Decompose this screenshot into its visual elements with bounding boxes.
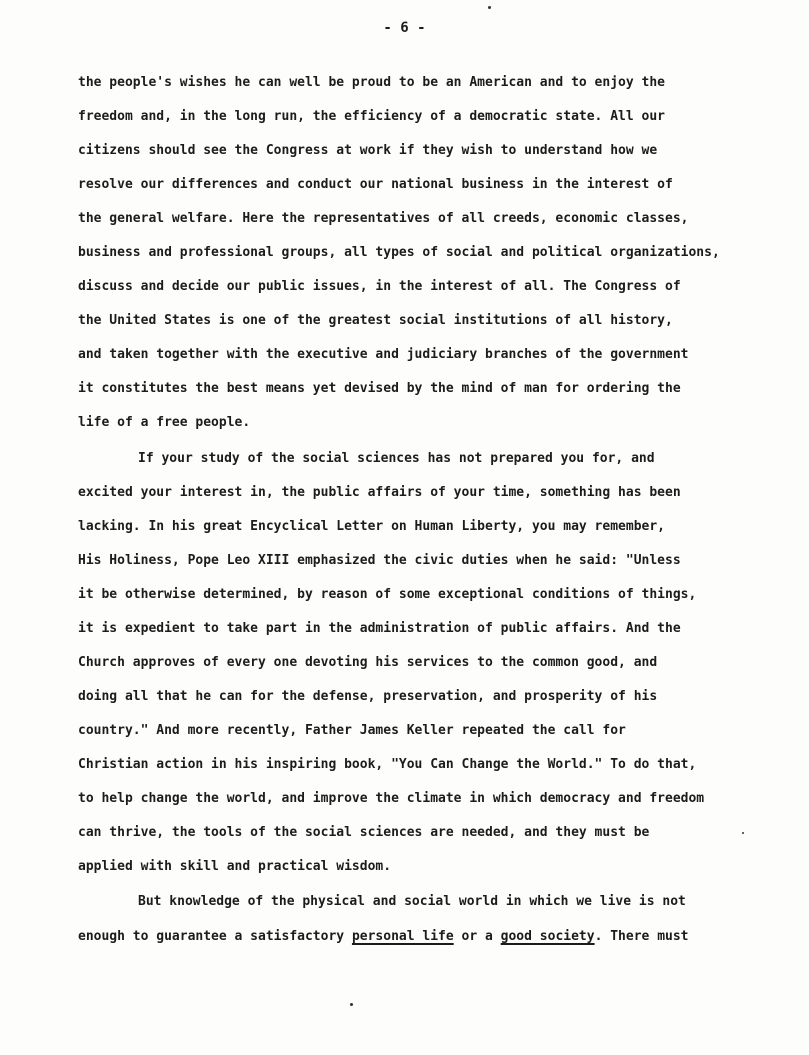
text-fragment: enough to guarantee a satisfactory [78,929,352,944]
text-line: doing all that he can for the defense, preservation, and prosperity of his [78,689,658,704]
text-line: discuss and decide our public issues, in the interest of all. The Congress of [78,279,681,294]
page-number: - 6 - [383,20,426,36]
text-line: country." And more recently, Father James Keller repeated the call for [78,723,626,738]
text-line: the people's wishes he can well be proud to be an American and to enjoy the [78,75,665,90]
underlined-phrase: good society [500,929,595,944]
text-line: it constitutes the best means yet devised by the mind of man for ordering the [78,381,681,396]
text-line: life of a free people. [78,415,251,430]
text-line: the United States is one of the greatest social institutions of all history, [78,313,673,328]
text-fragment: . There must [594,929,689,944]
text-line: Christian action in his inspiring book, "You Can Change the World." To do that, [78,757,697,772]
text-line: can thrive, the tools of the social sciences are needed, and they must be [78,825,650,840]
text-line: If your study of the social sciences has not prepared you for, and [138,451,655,466]
text-line: Church approves of every one devoting his services to the common good, and [78,655,658,670]
text-line: His Holiness, Pope Leo XIII emphasized the civic duties when he said: "Unless [78,553,681,568]
text-line: freedom and, in the long run, the efficiency of a democratic state. All our [78,109,665,124]
text-line: applied with skill and practical wisdom. [78,859,392,874]
text-line: to help change the world, and improve the climate in which democracy and freedom [78,791,705,806]
scan-speck [350,1003,353,1006]
scan-speck [742,832,744,834]
text-line: it is expedient to take part in the administration of public affairs. And the [78,621,681,636]
text-line: and taken together with the executive and judiciary branches of the government [78,347,689,362]
text-line-last [78,927,689,947]
underlined-phrase: personal life [351,929,454,944]
text-fragment: or a [453,929,501,944]
text-line: business and professional groups, all types of social and political organizations, [78,245,720,260]
text-line: resolve our differences and conduct our national business in the interest of [78,177,673,192]
text-line: the general welfare. Here the representatives of all creeds, economic classes, [78,211,689,226]
text-line: citizens should see the Congress at work if they wish to understand how we [78,143,658,158]
scan-speck [488,6,491,9]
text-line: excited your interest in, the public affairs of your time, something has been [78,485,681,500]
text-line: But knowledge of the physical and social world in which we live is not [138,894,686,909]
text-line: it be otherwise determined, by reason of some exceptional conditions of things, [78,587,697,602]
text-line: lacking. In his great Encyclical Letter on Human Liberty, you may remember, [78,519,665,534]
